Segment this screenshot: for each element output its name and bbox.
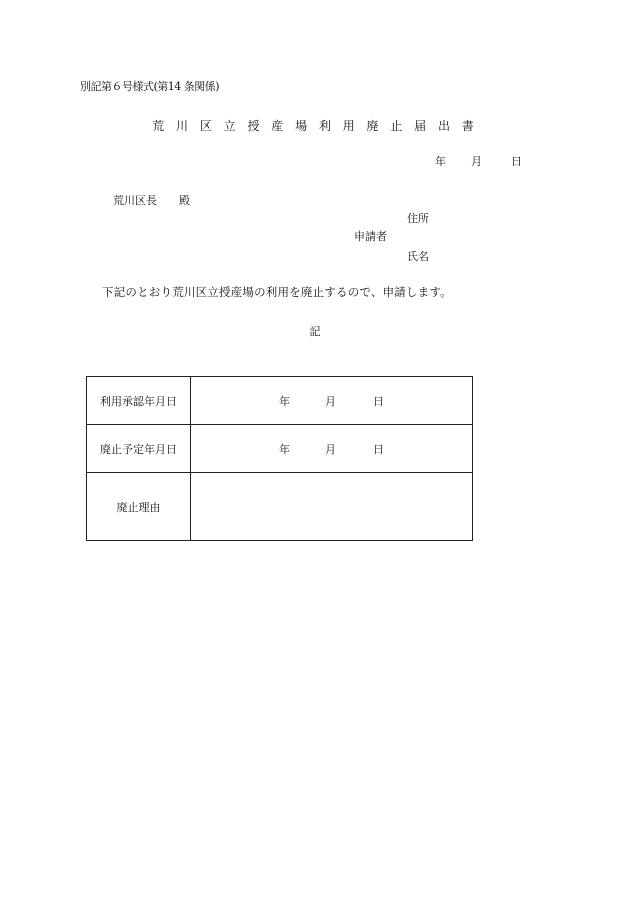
approval-date-label: 利用承認年月日: [87, 377, 191, 425]
applicant-name-label: 氏名: [407, 250, 429, 263]
month-label: 月: [325, 394, 336, 408]
body-text: 下記のとおり荒川区立授産場の利用を廃止するので、申請します。: [102, 285, 452, 299]
addressee-name: 荒川区長: [113, 194, 157, 207]
form-table: [86, 376, 473, 541]
day-label: 日: [373, 394, 384, 408]
month-label: 月: [325, 442, 336, 456]
ki-heading: 記: [309, 325, 321, 338]
addressee: [113, 195, 190, 206]
date-day-label: 日: [511, 155, 522, 168]
year-label: 年: [279, 442, 290, 456]
form-number: 別記第６号様式(第14 条関係): [80, 80, 220, 93]
reason-label: 廃止理由: [87, 473, 191, 541]
document-title: 荒 川 区 立 授 産 場 利 用 廃 止 届 出 書: [152, 119, 478, 133]
reason-field[interactable]: [191, 473, 473, 541]
year-label: 年: [279, 394, 290, 408]
planned-end-date-label: 廃止予定年月日: [87, 425, 191, 473]
addressee-honorific: 殿: [179, 194, 190, 207]
planned-end-date-field[interactable]: [191, 425, 473, 473]
approval-date-field[interactable]: [191, 377, 473, 425]
applicant-label: 申請者: [354, 230, 387, 243]
table-row: [87, 425, 473, 473]
date-year-label: 年: [435, 155, 446, 168]
table-row: [87, 473, 473, 541]
submission-date: [435, 156, 522, 167]
date-month-label: 月: [471, 155, 482, 168]
day-label: 日: [373, 442, 384, 456]
table-row: [87, 377, 473, 425]
applicant-address-label: 住所: [407, 212, 429, 225]
